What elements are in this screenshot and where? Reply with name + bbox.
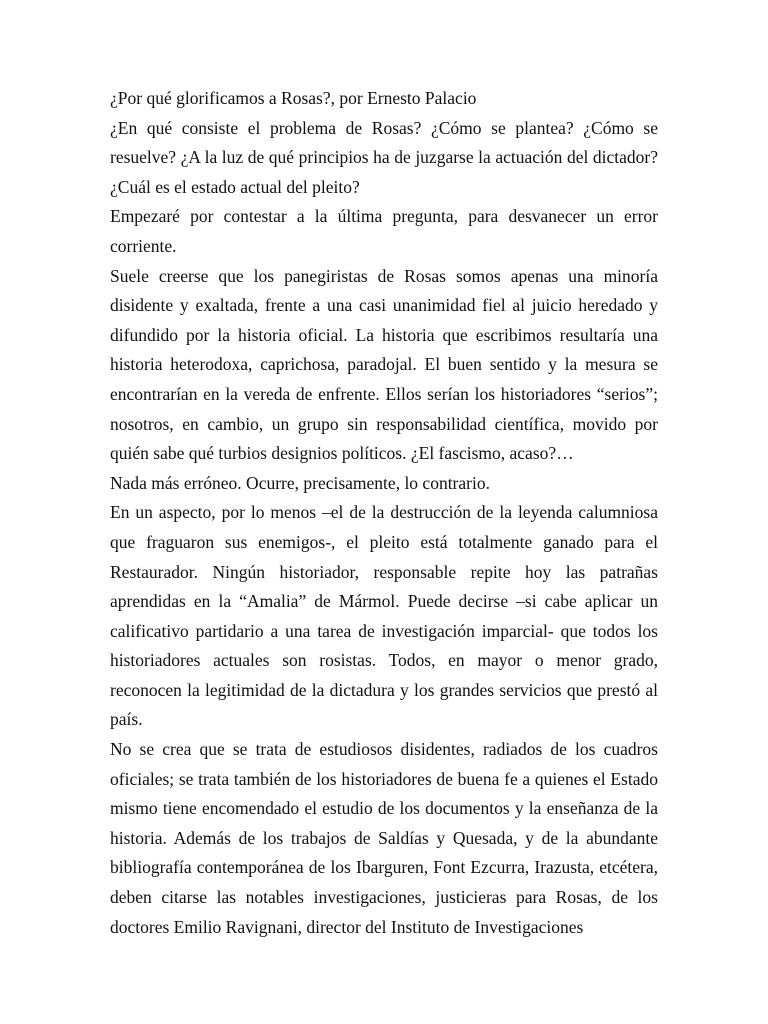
paragraph-panegyrists: Suele creerse que los panegiristas de Rosas somos apenas una minoría disidente y exaltada, frente a una casi unanimidad fiel al juicio heredado y difundido por la historia oficial. La historia que escribimos resultaría una historia heterodoxa, caprichosa, paradojal. El buen sentido y la mesura se encontrarían en la vereda de enfrente. Ellos serían los historiadores “serios”; nosotros, en cambio, un grupo sin responsabilidad científica, movido por quién sabe qué turbios designios políticos. ¿El fascismo, acaso?… (110, 265, 658, 464)
paragraph-intro: Empezaré por contestar a la última pregunta, para desvanecer un error corriente. (110, 206, 658, 256)
document-page (110, 84, 658, 942)
paragraph-historians: No se crea que se trata de estudiosos disidentes, radiados de los cuadros oficiales; se trata también de los historiadores de buena fe a quienes el Estado mismo tiene encomendado el estudio de los documentos y la enseñanza de la historia. Además de los trabajos de Saldías y Quesada, y de la abundante bibliografía contemporánea de los Ibarguren, Font Ezcurra, Irazusta, etcétera, deben citarse las notables investigaciones, justicieras para Rosas, de los doctores Emilio Ravignani, director del Instituto de Investigaciones (110, 739, 658, 937)
document-title: ¿Por qué glorificamos a Rosas?, por Ernesto Palacio (110, 88, 477, 108)
paragraph-legend: En un aspecto, por lo menos –el de la destrucción de la leyenda calumniosa que fraguaron sus enemigos-, el pleito está totalmente ganado para el Restaurador. Ningún historiador, responsable repite hoy las patrañas aprendidas en la “Amalia” de Mármol. Puede decirse –si cabe aplicar un calificativo partidario a una tarea de investigación imparcial- que todos los historiadores actuales son rosistas. Todos, en mayor o menor grado, reconocen la legitimidad de la dictadura y los grandes servicios que prestó al país. (110, 502, 658, 730)
paragraph-questions: ¿En qué consiste el problema de Rosas? ¿Cómo se plantea? ¿Cómo se resuelve? ¿A la luz de qué principios ha de juzgarse la actuación del dictador? ¿Cuál es el estado actual del pleito? (110, 117, 658, 197)
paragraph-contrary: Nada más erróneo. Ocurre, precisamente, lo contrario. (110, 472, 490, 493)
